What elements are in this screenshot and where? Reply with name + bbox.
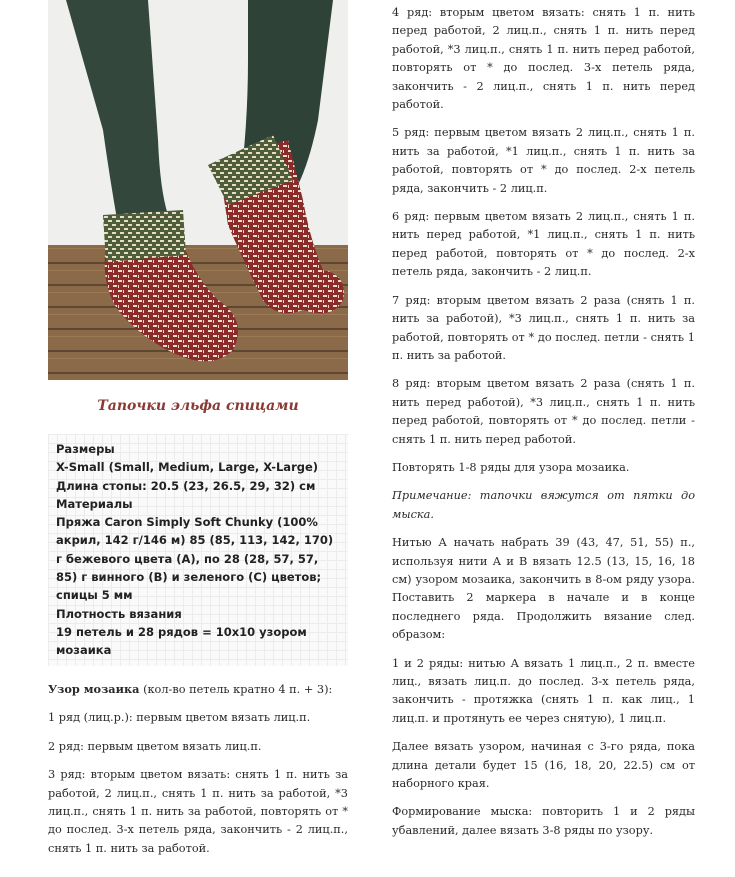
cast-on-text: Нитью А начать набрать 39 (43, 47, 51, 55) п., используя нити А и В вязать 12.5 (13, 15, 16, 18 см) узором мозаика, закончить в 8-ом ряду узора. Поставить 2 маркера в начале и в конце последнего ряда. Продолжить вязание след. образом: (392, 536, 695, 642)
row-2-text: 2 ряд: первым цветом вязать лиц.п. (48, 739, 262, 753)
specs-box (48, 434, 348, 666)
spec-line: Материалы (56, 496, 133, 511)
row-4-text: 4 ряд: вторым цветом вязать: снять 1 п. нить перед работой, 2 лиц.п., снять 1 п. нить перед работой, *3 лиц.п., снять 1 п. нить перед работой, повторять от * до послед. 3-х петель ряда, закончить - 2 лиц.п., снять 1 п. нить перед работой. (392, 6, 695, 112)
continue-text: Далее вязать узором, начиная с 3-го ряда, пока длина детали будет 15 (16, 18, 20, 22.5) см от наборного края. (392, 740, 695, 791)
row-6-text: 6 ряд: первым цветом вязать 2 лиц.п., снять 1 п. нить перед работой, *1 лиц.п., снять 1 п. нить перед работой, повторять от * до послед. 2-х петель ряда, закончить - 2 лиц.п. (392, 210, 695, 279)
row-8-text: 8 ряд: вторым цветом вязать 2 раза (снять 1 п. нить перед работой), *3 лиц.п., снять 1 п. нить перед работой, повторять от * до послед. петли - снять 1 п. нить перед работой. (392, 377, 695, 446)
right-column (392, 4, 695, 850)
decrease-rows-text: 1 и 2 ряды: нитью А вязать 1 лиц.п., 2 п. вместе лиц., вязать лиц.п. до послед. 3-х петель ряда, закончить - протяжка (снять 1 п. как лиц., 1 лиц.п. и протянуть ее через снятую), 1 лиц.п. (392, 656, 695, 725)
spec-line: Плотность вязания (56, 606, 182, 621)
spec-line: Размеры (56, 442, 115, 456)
photo-caption: Тапочки эльфа спицами (97, 398, 299, 414)
spec-line: Пряжа Caron Simply Soft Chunky (100% акрил, 142 г/146 м) 85 (85, 113, 142, 170) г бежевого цвета (A), по 28 (28, 57, 57, 85) г винного (B) и зеленого (C) цветов; спицы 5 мм (56, 515, 334, 603)
spec-line: Длина стопы: 20.5 (23, 26.5, 29, 32) см (56, 478, 316, 493)
pattern-title: Узор мозаика (48, 682, 140, 696)
toe-text: Формирование мыска: повторить 1 и 2 ряды убавлений, далее вязать 3-8 ряды по узору. (392, 805, 695, 837)
spec-line: X-Small (Small, Medium, Large, X-Large) (56, 460, 319, 475)
row-1-text: 1 ряд (лиц.р.): первым цветом вязать лиц.п. (48, 711, 311, 725)
elf-slippers-photo (48, 0, 348, 380)
repeat-text: Повторять 1-8 ряды для узора мозаика. (392, 460, 630, 474)
note-text: Примечание: тапочки вяжутся от пятки до мыска. (392, 489, 695, 521)
row-5-text: 5 ряд: первым цветом вязать 2 лиц.п., снять 1 п. нить за работой, *1 лиц.п., снять 1 п. нить за работой, повторять от * до послед. 2-х петель ряда, закончить - 2 лиц.п. (392, 126, 695, 195)
pattern-heading (48, 680, 348, 699)
spec-line: 19 петель и 28 рядов = 10x10 узором мозаика (56, 624, 307, 658)
row-3-text: 3 ряд: вторым цветом вязать: снять 1 п. нить за работой, 2 лиц.п., снять 1 п. нить за работой, *3 лиц.п., снять 1 п. нить за работой, повторять от * до послед. 3-х петель ряда, закончить - 2 лиц.п., снять 1 п. нить за работой. (48, 768, 348, 855)
row-7-text: 7 ряд: вторым цветом вязать 2 раза (снять 1 п. нить за работой), *3 лиц.п., снять 1 п. нить за работой, повторять от * до послед. петли - снять 1 п. нить за работой. (392, 293, 695, 362)
pattern-subtitle: (кол-во петель кратно 4 п. + 3): (139, 683, 333, 696)
left-column (48, 0, 348, 868)
